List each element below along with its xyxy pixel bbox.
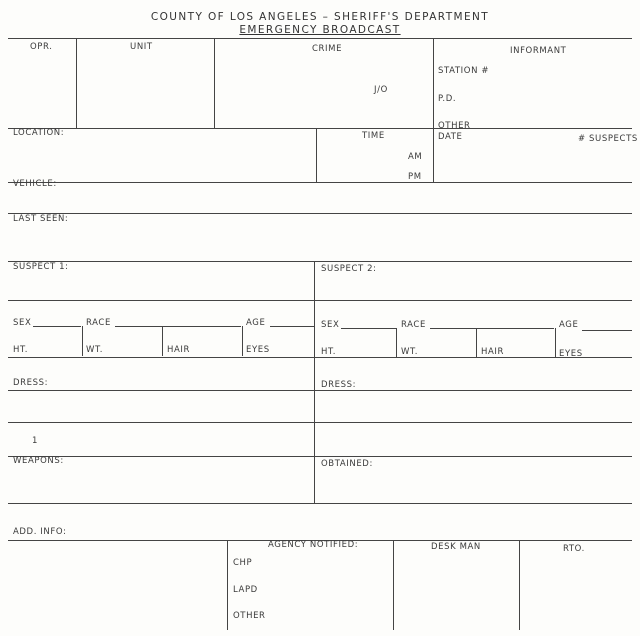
s2-ht-label: HT.	[321, 347, 337, 357]
divider-add-info	[8, 503, 632, 504]
s1-eyes-label: EYES	[246, 345, 270, 355]
divider-last-seen	[8, 213, 632, 214]
pd-label: P.D.	[438, 94, 457, 104]
other-agency-label: OTHER	[233, 611, 266, 621]
divider-row2	[8, 128, 632, 129]
s2-wt-label: WT.	[401, 347, 419, 357]
other-label: OTHER	[438, 121, 471, 131]
s2-eyes-label: EYES	[559, 349, 583, 359]
jo-label: J/O	[374, 85, 388, 95]
s2-race-line	[430, 328, 554, 329]
suspect1-label: SUSPECT 1:	[13, 262, 69, 272]
divider-suspects-center	[314, 261, 315, 503]
s2-dress-label: DRESS:	[321, 380, 357, 390]
station-label: STATION #	[438, 66, 490, 76]
s1-race-label: RACE	[86, 318, 111, 328]
lapd-label: LAPD	[233, 585, 258, 595]
divider-deskman	[393, 540, 394, 630]
divider-vehicle	[8, 182, 632, 183]
s2-hair-label: HAIR	[481, 347, 505, 357]
unit-label: UNIT	[130, 42, 153, 52]
divider-opr	[76, 38, 77, 128]
time-label: TIME	[362, 131, 385, 141]
s1-wt-label: WT.	[86, 345, 104, 355]
s1-hair-label: HAIR	[167, 345, 191, 355]
stray-mark: 1	[32, 436, 39, 446]
s2-age-line	[582, 330, 632, 331]
s2-div-ht	[396, 328, 397, 358]
s1-div-hair	[242, 326, 243, 356]
form-subtitle: EMERGENCY BROADCAST	[239, 24, 401, 36]
date-label: DATE	[438, 132, 463, 142]
am-label: AM	[408, 152, 423, 162]
location-label: LOCATION:	[13, 128, 65, 138]
s1-ht-label: HT.	[13, 345, 29, 355]
s2-age-label: AGE	[559, 320, 579, 330]
weapons-label: WEAPONS:	[13, 456, 64, 466]
divider-weapons	[8, 456, 632, 457]
s1-sex-line	[33, 326, 81, 327]
divider-agency	[227, 540, 228, 630]
suspects-count-label: # SUSPECTS	[578, 134, 638, 144]
desk-man-label: DESK MAN	[431, 542, 481, 552]
opr-label: OPR.	[30, 42, 53, 52]
form-title: COUNTY OF LOS ANGELES – SHERIFF'S DEPARTMENT	[150, 11, 490, 23]
divider-dress	[8, 390, 632, 391]
s2-sex-line	[341, 328, 397, 329]
divider-unit	[214, 38, 215, 128]
divider-ht-row	[8, 357, 632, 358]
divider-location	[316, 128, 317, 182]
s2-div-wt	[476, 328, 477, 358]
obtained-label: OBTAINED:	[321, 459, 373, 469]
rto-label: RTO.	[563, 544, 585, 554]
s1-sex-label: SEX	[13, 318, 32, 328]
s1-div-ht	[82, 326, 83, 356]
crime-label: CRIME	[312, 44, 343, 54]
divider-top	[8, 38, 632, 39]
vehicle-label: VEHICLE:	[13, 179, 57, 189]
s2-sex-label: SEX	[321, 320, 340, 330]
s1-age-label: AGE	[246, 318, 266, 328]
agency-notified-label: AGENCY NOTIFIED:	[268, 540, 359, 550]
divider-rto	[519, 540, 520, 630]
chp-label: CHP	[233, 558, 253, 568]
divider-suspects	[8, 261, 632, 262]
pm-label: PM	[408, 172, 422, 182]
divider-crime	[433, 38, 434, 182]
s1-age-line	[270, 326, 314, 327]
s2-race-label: RACE	[401, 320, 426, 330]
divider-dress-2	[8, 422, 632, 423]
last-seen-label: LAST SEEN:	[13, 214, 69, 224]
divider-sex-race	[8, 300, 632, 301]
s1-race-line	[115, 326, 241, 327]
s1-div-wt	[162, 326, 163, 356]
s2-div-hair	[555, 328, 556, 358]
add-info-label: ADD. INFO:	[13, 527, 67, 537]
informant-label: INFORMANT	[510, 46, 567, 56]
suspect2-label: SUSPECT 2:	[321, 264, 377, 274]
s1-dress-label: DRESS:	[13, 378, 49, 388]
